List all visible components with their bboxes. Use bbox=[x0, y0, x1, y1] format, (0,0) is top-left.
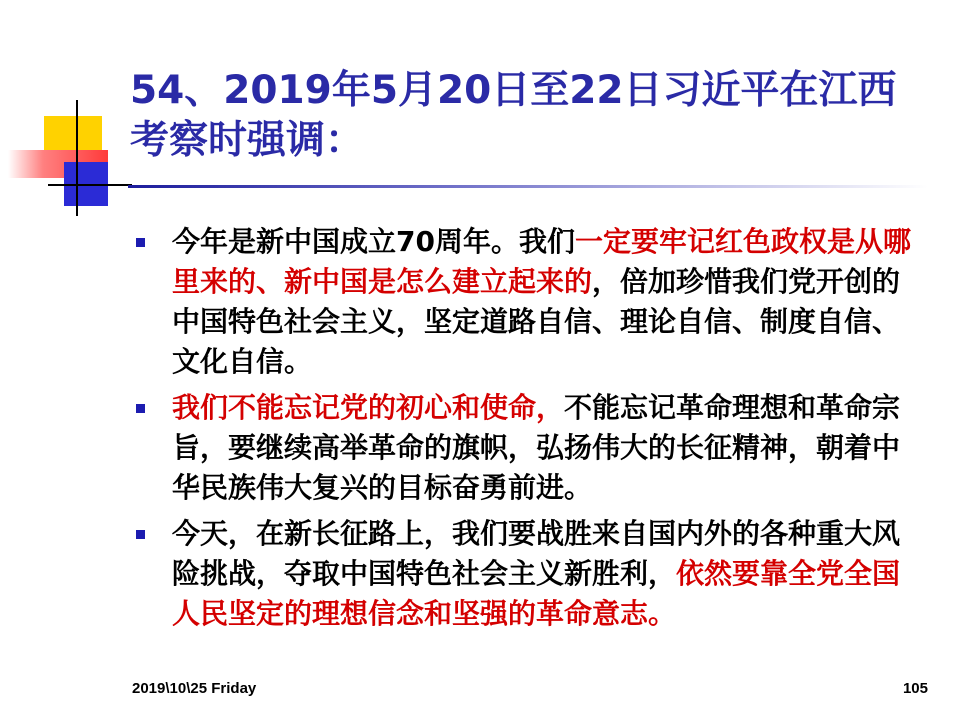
decorative-vertical-line bbox=[76, 100, 78, 216]
decorative-horizontal-line bbox=[48, 184, 132, 186]
text-segment: 今年是新中国成立70周年。我们 bbox=[172, 225, 575, 258]
bullet-text bbox=[172, 225, 911, 378]
highlight-text-segment: 一定要牢记红色政权是从哪里来的、新中国是怎么建立起来的 bbox=[172, 225, 911, 298]
text-segment: 不能忘记革命理想和革命宗旨，要继续高举革命的旗帜，弘扬伟大的长征精神，朝着中华民族伟大复兴的目标奋勇前进。 bbox=[172, 391, 901, 504]
title-divider bbox=[128, 185, 928, 188]
page-number: 105 bbox=[902, 680, 928, 697]
bullet-text bbox=[172, 517, 900, 630]
bullet-list bbox=[134, 222, 924, 640]
bullet-square-icon bbox=[136, 530, 145, 539]
highlight-text-segment: 我们不能忘记党的初心和使命， bbox=[172, 391, 565, 424]
text-segment: 今天，在新长征路上，我们要战胜来自国内外的各种重大风险挑战，夺取中国特色社会主义新胜利， bbox=[172, 517, 901, 590]
bullet-square-icon bbox=[136, 404, 145, 413]
footer-date: 2019\10\25 Friday bbox=[132, 680, 257, 697]
bullet-item bbox=[134, 222, 924, 382]
bullet-item bbox=[134, 514, 924, 634]
bullet-square-icon bbox=[136, 238, 145, 247]
bullet-item bbox=[134, 388, 924, 508]
bullet-text bbox=[172, 391, 900, 504]
highlight-text-segment: 依然要靠全党全国人民坚定的理想信念和坚强的革命意志。 bbox=[172, 557, 901, 630]
slide-title: 54、2019年5月20日至22日习近平在江西考察时强调： bbox=[130, 68, 897, 163]
text-segment: ，倍加珍惜我们党开创的中国特色社会主义，坚定道路自信、理论自信、制度自信、文化自信。 bbox=[172, 265, 901, 378]
